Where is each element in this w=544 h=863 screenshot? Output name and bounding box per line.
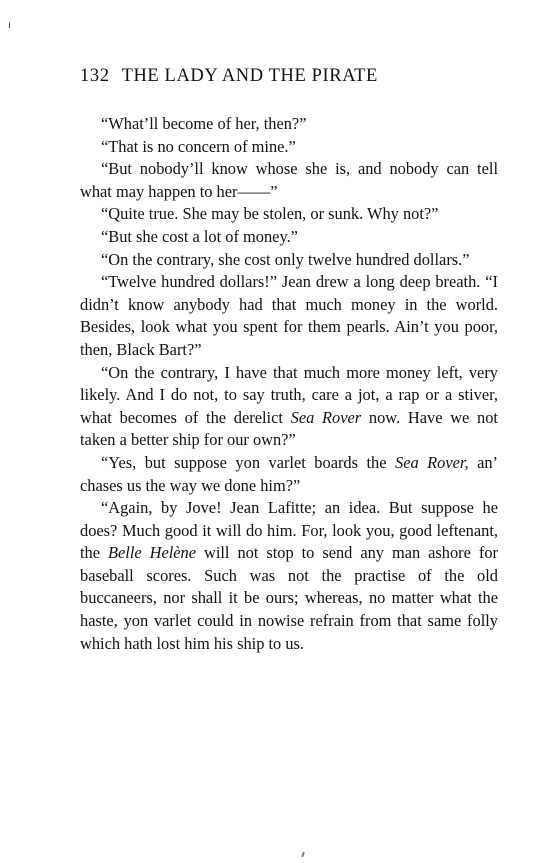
paragraph: “But she cost a lot of money.” — [101, 226, 298, 246]
paragraph: “That is no concern of mine.” — [101, 136, 296, 156]
paragraph: “On the contrary, she cost only twelve hundred dollars.” — [101, 249, 470, 269]
paragraph: “Quite true. She may be stolen, or sunk. Why not?” — [101, 204, 439, 224]
paragraph-text: “Again, by Jove! Jean Lafitte; an idea. But suppose he does? Much good it will do him. For, look you, good leftenant, the — [80, 498, 498, 563]
scan-mark — [9, 22, 10, 28]
paragraph-text: an’ chases us the way we done him?” — [80, 452, 498, 495]
running-header — [80, 66, 500, 92]
body-text — [80, 113, 498, 655]
page-number: 132 — [80, 66, 110, 86]
paragraph — [80, 497, 498, 655]
scan-mark — [301, 852, 305, 857]
italic-ship-name: Sea Rover — [290, 407, 362, 427]
paragraph-text: will not stop to send any man ashore for baseball scores. Such was not the practise of the old buccaneers, nor shall it be ours; whereas, no matter what the haste, yon varlet could in nowise refrain from that same folly which hath lost him his ship to us. — [80, 543, 498, 653]
paragraph-text: now. Have we not taken a better ship for our own?” — [80, 407, 498, 450]
paragraph — [80, 362, 498, 452]
paragraph-text: “On the contrary, I have that much more money left, very likely. And I do not, to say truth, care a jot, a rap or a stiver, what becomes of the derelict — [80, 362, 498, 427]
paragraph — [80, 452, 498, 497]
paragraph: “Twelve hundred dollars!” Jean drew a long deep breath. “I didn’t know anybody had that much money in the world. Besides, look what you spent for them pearls. Ain’t you poor, then, Black Bart?” — [80, 272, 498, 359]
running-title: THE LADY AND THE PIRATE — [121, 66, 378, 86]
paragraph: “But nobody’ll know whose she is, and nobody can tell what may happen to her——” — [80, 159, 498, 201]
paragraph-text: “Yes, but suppose yon varlet boards the — [101, 452, 395, 472]
italic-ship-name: Sea Rover, — [395, 452, 469, 472]
italic-ship-name: Belle Helène — [107, 543, 197, 563]
paragraph: “What’ll become of her, then?” — [101, 114, 307, 133]
